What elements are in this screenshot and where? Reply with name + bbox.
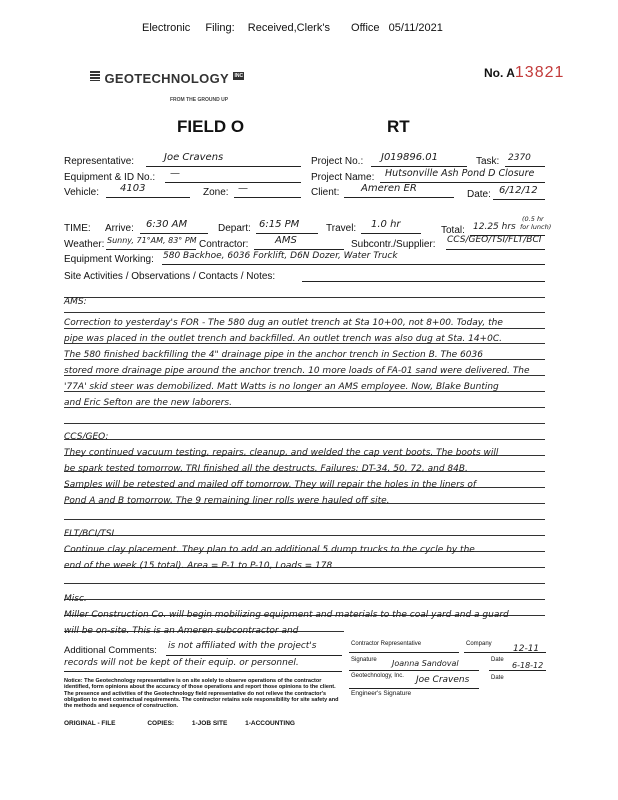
filing-filing: Filing: <box>205 22 235 34</box>
footer-job-site: 1-JOB SITE <box>191 720 228 727</box>
vehicle-value: 4103 <box>120 183 146 194</box>
travel-label: Travel: <box>326 223 357 234</box>
geotech-line <box>349 688 479 689</box>
note-line: pipe was placed in the outlet trench and backfilled. An outlet trench was also dug at Sta. 14+0C. <box>64 334 502 344</box>
note-line: stored more drainage pipe around the anchor trench. 10 more loads of FA-01 sand were delivered. The <box>64 366 530 376</box>
weather-line <box>106 249 196 250</box>
note-line: They continued vacuum testing, repairs, cleanup, and welded the cap vent boots. The boots will <box>64 448 499 458</box>
arrive-label: Arrive: <box>105 223 134 234</box>
signature-label: Signature <box>351 657 377 663</box>
note-rule <box>64 297 545 298</box>
total-label: Total: <box>441 225 465 236</box>
representative-line <box>146 166 301 167</box>
filing-received: Received,Clerk's <box>247 22 330 34</box>
activities-label: Site Activities / Observations / Contacts / Notes: <box>64 271 276 282</box>
contractor-label: Contractor: <box>199 239 249 250</box>
subcontr-label: Subcontr./Supplier: <box>351 239 436 250</box>
note-line: end of the week (15 total). Area = P-1 to P-10, Loads = 178 <box>64 561 333 571</box>
contractor-line <box>254 249 344 250</box>
task-line <box>505 166 545 167</box>
note-line: The 580 finished backfilling the 4" drainage pipe in the anchor trench in Section B. The 6036 <box>64 350 483 360</box>
note-line: AMS: <box>64 297 87 307</box>
travel-value: 1.0 hr <box>371 219 401 230</box>
project-name-label: Project Name: <box>311 172 375 183</box>
note-line: '77A' skid steer was demobilized. Matt Watts is no longer an AMS employee. Now, Blake Bunting <box>64 382 499 392</box>
equipment-id-label: Equipment & ID No.: <box>64 172 156 183</box>
footer-accounting: 1-ACCOUNTING <box>245 720 295 727</box>
date-value: 6/12/12 <box>499 185 538 196</box>
footer <box>64 720 295 727</box>
additional-line-1-text: is not affiliated with the project's <box>168 641 317 651</box>
filing-date: 05/11/2021 <box>388 22 443 34</box>
additional-line-1 <box>166 655 342 656</box>
filing-header <box>142 22 443 34</box>
vehicle-label: Vehicle: <box>64 187 100 198</box>
depart-label: Depart: <box>218 223 251 234</box>
signature-date-line <box>489 670 546 671</box>
representative-value: Joe Cravens <box>164 152 224 163</box>
title-right: RT <box>387 117 410 136</box>
weather-label: Weather: <box>64 239 105 250</box>
note-line: Samples will be retested and mailed off tomorrow. They will repair the holes in the liners of <box>64 480 477 490</box>
engineer-signature-label: Engineer's Signature <box>351 690 412 697</box>
representative-label: Representative: <box>64 156 135 167</box>
footer-original: ORIGINAL - FILE <box>64 720 116 727</box>
note-rule <box>64 312 545 313</box>
note-line: Pond A and B tomorrow. The 9 remaining liner rolls were hauled off site. <box>64 496 390 506</box>
project-no-line <box>371 166 467 167</box>
geotech-date-label: Date <box>491 675 504 681</box>
note-line: Continue clay placement. They plan to add an additional 5 dump trucks to the cycle by the <box>64 545 475 555</box>
client-value: Ameren ER <box>361 183 417 194</box>
logo-tagline: FROM THE GROUND UP <box>170 97 229 103</box>
logo <box>90 70 244 88</box>
footer-copies: COPIES: <box>147 720 175 727</box>
travel-line <box>361 233 421 234</box>
weather-value: Sunny, 71°AM, 83° PM <box>107 236 197 245</box>
contractor-value: AMS <box>275 235 297 246</box>
note-rule <box>64 535 545 536</box>
zone-value: — <box>238 183 248 194</box>
note-rule <box>64 519 545 520</box>
client-label: Client: <box>311 187 340 198</box>
equipment-id-line <box>165 182 301 183</box>
company-date-value: 12-11 <box>513 644 540 654</box>
logo-suffix: INC <box>234 73 244 79</box>
vehicle-line <box>106 197 190 198</box>
note-line: be spark tested tomorrow. TRI finished all the destructs. Failures: DT-34, 50, 72, and 84B. <box>64 464 468 474</box>
project-no-label: Project No.: <box>311 156 364 167</box>
title-left: FIELD O <box>177 117 245 136</box>
company-label: Company <box>466 641 492 647</box>
report-number <box>484 64 564 82</box>
equipment-working-line <box>162 264 545 265</box>
note-line: Miller Construction Co. will begin mobilizing equipment and materials to the coal yard and a guard <box>64 610 509 620</box>
client-line <box>344 197 454 198</box>
subcontr-value: CCS/GEO/TSI/FLT/BCI <box>447 235 542 245</box>
signature-date-value: 6-18-12 <box>512 661 544 670</box>
geotech-label: Geotechnology, Inc. <box>351 673 404 679</box>
additional-line-2 <box>64 671 342 672</box>
report-number-label: No. A <box>484 66 515 80</box>
date-line <box>493 199 545 200</box>
geotech-signature: Joe Cravens <box>416 675 470 685</box>
note-line: Correction to yesterday's FOR - The 580 dug an outlet trench at Sta 10+00, not 8+00. Today, the <box>64 318 503 328</box>
note-line: CCS/GEO: <box>64 432 109 442</box>
arrive-line <box>140 233 208 234</box>
signature-date-label: Date <box>491 657 504 663</box>
subcontr-line <box>446 249 545 250</box>
project-no-value: J019896.01 <box>381 152 439 163</box>
date-label: Date: <box>467 189 491 200</box>
task-label: Task: <box>476 156 500 167</box>
additional-comments-label: Additional Comments: <box>64 645 157 656</box>
depart-value: 6:15 PM <box>259 219 300 230</box>
contractor-rep-line <box>349 652 459 653</box>
filing-electronic: Electronic <box>142 22 191 34</box>
note-rule <box>64 439 545 440</box>
project-name-value: Hutsonville Ash Pond D Closure <box>385 168 535 179</box>
notice-text: Notice: The Geotechnology representative is on site solely to observe operations of the contractor identified, form opinions about the accuracy of those operations and report those opinions to the client. The presence and activities of the Geotechnology field representative do not relieve the contractor's obligation to meet contractual requirements. The contractor retains sole responsibility for site safety and the methods and sequence of construction. <box>64 678 339 710</box>
total-note-2: for lunch) <box>520 223 552 231</box>
total-value: 12.25 hrs <box>473 222 516 232</box>
note-line: will be on-site. This is an Ameren subcontractor and <box>64 626 299 636</box>
additional-line-2-text: records will not be kept of their equip. or personnel. <box>64 658 299 668</box>
logo-mark-icon <box>90 71 100 81</box>
note-rule <box>64 583 545 584</box>
equipment-working-label: Equipment Working: <box>64 254 154 265</box>
zone-line <box>234 197 301 198</box>
arrive-value: 6:30 AM <box>146 219 188 230</box>
contractor-rep-label: Contractor Representative <box>351 641 422 647</box>
equipment-working-value: 580 Backhoe, 6036 Forklift, D6N Dozer, Water Truck <box>163 251 398 261</box>
logo-name: GEOTECHNOLOGY <box>104 71 229 86</box>
signature-value: Joanna Sandoval <box>392 659 459 668</box>
activities-line <box>302 281 545 282</box>
signature-line <box>349 670 479 671</box>
filing-office: Office <box>351 22 380 34</box>
task-value: 2370 <box>508 153 531 163</box>
time-label: TIME: <box>64 223 91 234</box>
depart-line <box>256 233 318 234</box>
zone-label: Zone: <box>203 187 229 198</box>
total-note-1: (0.5 hr <box>522 215 544 223</box>
note-rule <box>64 423 545 424</box>
note-line: FLT/BCI/TSI <box>64 529 115 539</box>
report-number-value: 13821 <box>514 64 565 81</box>
note-line: Misc. <box>64 594 87 604</box>
note-line: and Eric Sefton are the new laborers. <box>64 398 232 408</box>
note-rule <box>64 599 545 600</box>
equipment-id-value: — <box>170 168 180 179</box>
